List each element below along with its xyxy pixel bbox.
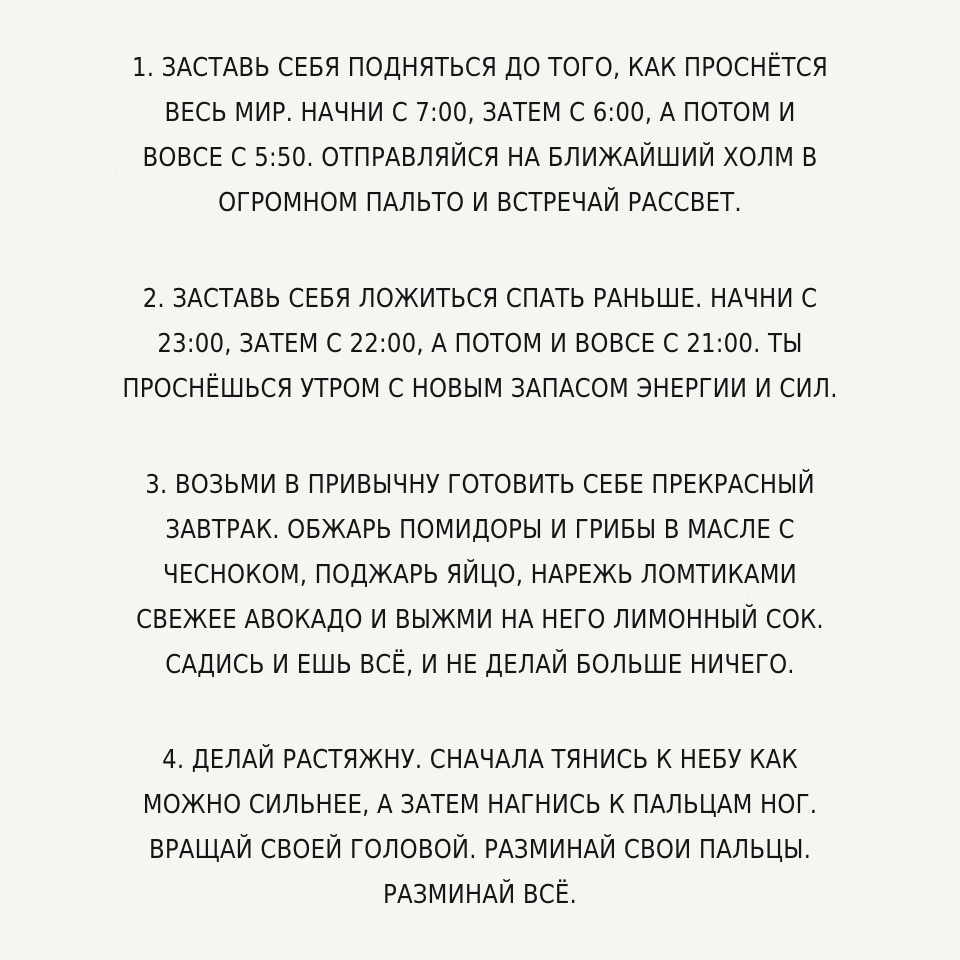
- paragraph-3-line-3: ЧЕСНОКОМ, ПОДЖАРЬ ЯЙЦО, НАРЕЖЬ ЛОМТИКАМИ: [163, 560, 797, 590]
- paragraph-4-line-1: 4. ДЕЛАЙ РАСТЯЖНУ. СНАЧАЛА ТЯНИСЬ К НЕБУ КАК: [162, 745, 798, 775]
- paragraph-2-line-1: 2. ЗАСТАВЬ СЕБЯ ЛОЖИТЬСЯ СПАТЬ РАНЬШЕ. НАЧНИ С: [142, 284, 818, 314]
- paragraph-1: [93, 46, 867, 226]
- paragraph-3-line-1: 3. ВОЗЬМИ В ПРИВЫЧНУ ГОТОВИТЬ СЕБЕ ПРЕКРАСНЫЙ: [145, 470, 815, 500]
- paragraph-4-line-2: МОЖНО СИЛЬНЕЕ, А ЗАТЕМ НАГНИСЬ К ПАЛЬЦАМ НОГ.: [142, 790, 818, 820]
- paragraph-3-line-4: СВЕЖЕЕ АВОКАДО И ВЫЖМИ НА НЕГО ЛИМОННЫЙ СОК.: [136, 605, 824, 635]
- paragraph-3: [93, 463, 867, 688]
- paragraph-1-line-4: ОГРОМНОМ ПАЛЬТО И ВСТРЕЧАЙ РАССВЕТ.: [218, 188, 742, 218]
- paragraph-3-line-2: ЗАВТРАК. ОБЖАРЬ ПОМИДОРЫ И ГРИБЫ В МАСЛЕ С: [165, 515, 795, 545]
- paragraph-2: [93, 277, 867, 412]
- paragraph-3-line-5: САДИСЬ И ЕШЬ ВСЁ, И НЕ ДЕЛАЙ БОЛЬШЕ НИЧЕГО.: [165, 650, 795, 680]
- paragraph-2-line-3: ПРОСНЁШЬСЯ УТРОМ С НОВЫМ ЗАПАСОМ ЭНЕРГИИ И СИЛ.: [122, 374, 838, 404]
- paragraph-2-line-2: 23:00, ЗАТЕМ С 22:00, А ПОТОМ И ВОВСЕ С 21:00. ТЫ: [157, 329, 803, 359]
- paragraph-4-line-4: РАЗМИНАЙ ВСЁ.: [383, 880, 577, 910]
- paragraph-1-line-1: 1. ЗАСТАВЬ СЕБЯ ПОДНЯТЬСЯ ДО ТОГО, КАК ПРОСНЁТСЯ: [131, 53, 828, 83]
- paragraph-1-line-3: ВОВСЕ С 5:50. ОТПРАВЛЯЙСЯ НА БЛИЖАЙШИЙ ХОЛМ В: [142, 143, 818, 173]
- paragraph-1-line-2: ВЕСЬ МИР. НАЧНИ С 7:00, ЗАТЕМ С 6:00, А ПОТОМ И: [164, 98, 796, 128]
- paragraph-4: [93, 738, 867, 918]
- paragraph-4-line-3: ВРАЩАЙ СВОЕЙ ГОЛОВОЙ. РАЗМИНАЙ СВОИ ПАЛЬЦЫ.: [148, 835, 812, 865]
